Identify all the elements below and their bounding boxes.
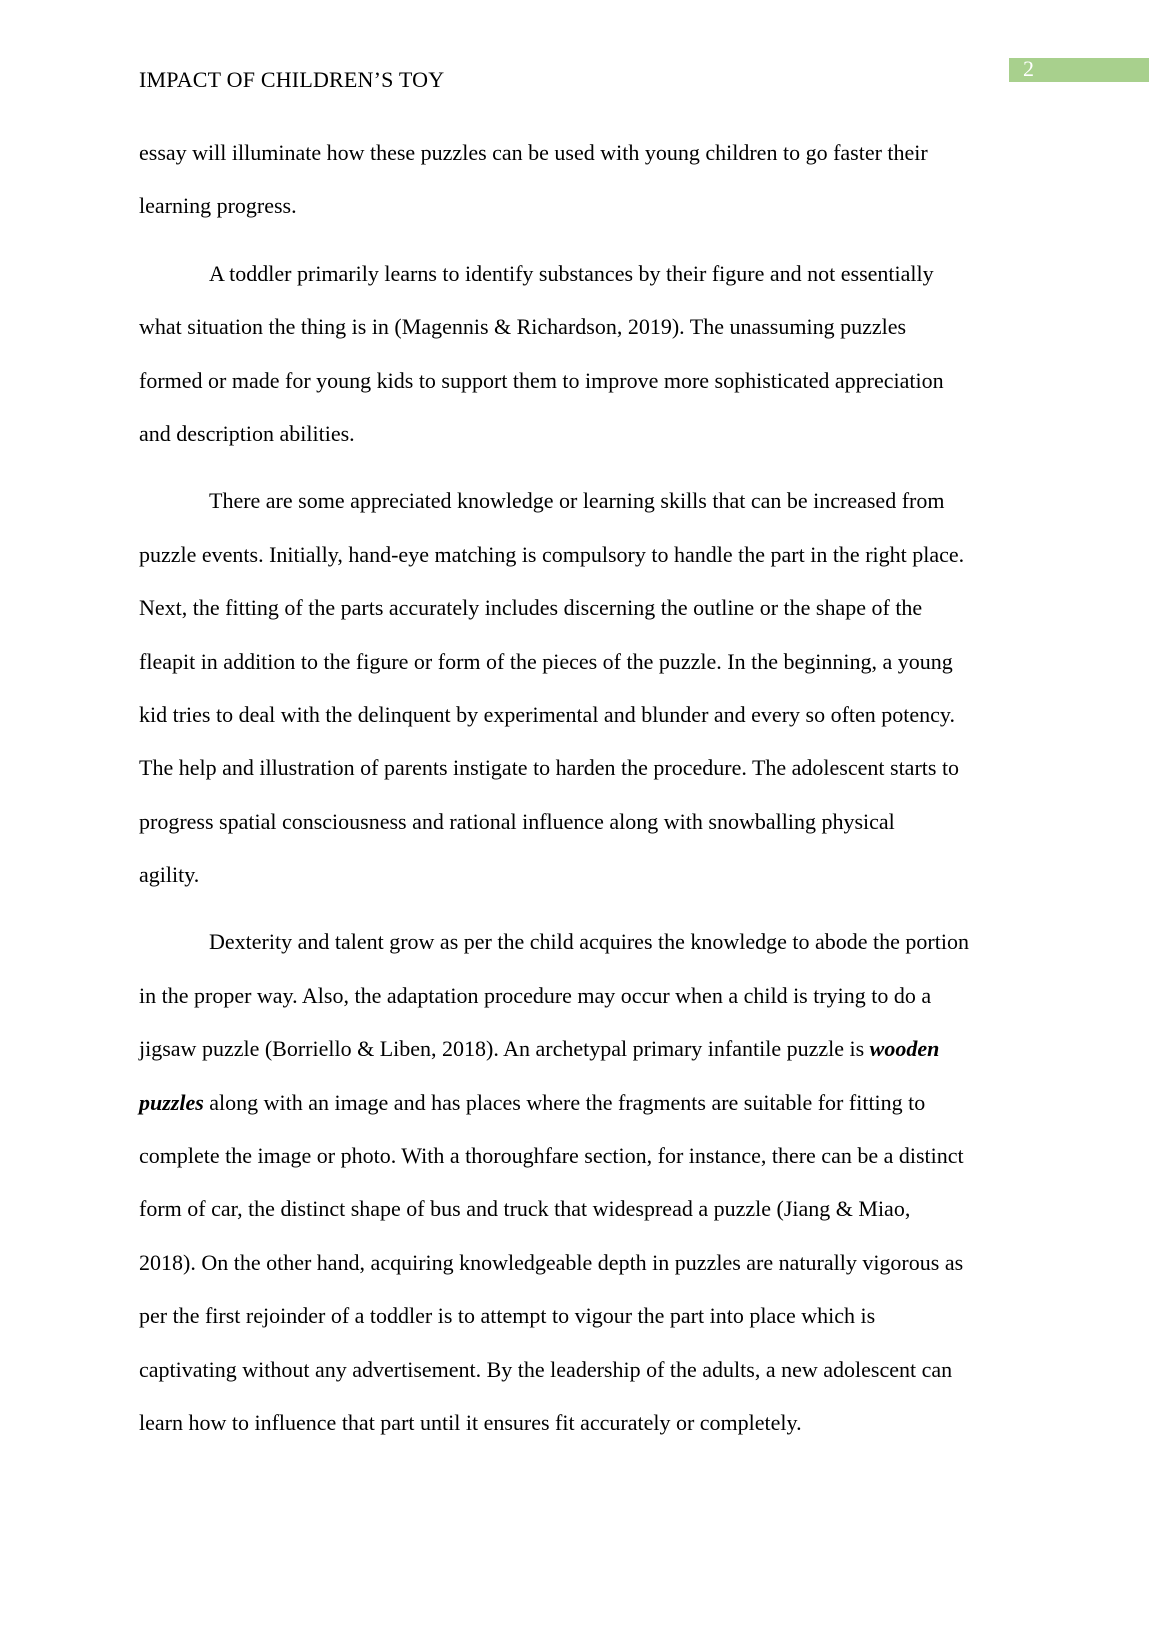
- page-number-badge: [1009, 58, 1149, 82]
- emphasized-term: puzzles: [139, 1089, 204, 1115]
- text-line: Next, the fitting of the parts accurately includes discerning the outline or the shape of the: [139, 595, 923, 621]
- text-line: agility.: [139, 862, 200, 888]
- text-line: essay will illuminate how these puzzles can be used with young children to go faster their: [139, 140, 928, 165]
- text-line: formed or made for young kids to support them to improve more sophisticated appreciation: [139, 367, 944, 393]
- text-run: along with an image and has places where the fragments are suitable for fitting to: [203, 1089, 926, 1115]
- text-line: [139, 1076, 1019, 1129]
- text-line: in the proper way. Also, the adaptation procedure may occur when a child is trying to do a: [139, 982, 932, 1008]
- text-line: progress spatial consciousness and rational influence along with snowballing physical: [139, 808, 895, 834]
- text-line: 2018). On the other hand, acquiring knowledgeable depth in puzzles are naturally vigorous as: [139, 1249, 964, 1275]
- text-line: The help and illustration of parents instigate to harden the procedure. The adolescent starts to: [139, 755, 960, 781]
- text-line: per the first rejoinder of a toddler is to attempt to vigour the part into place which is: [139, 1303, 876, 1329]
- text-line: kid tries to deal with the delinquent by experimental and blunder and every so often potency.: [139, 701, 955, 727]
- text-line: There are some appreciated knowledge or learning skills that can be increased from: [209, 488, 945, 514]
- text-line: what situation the thing is in (Magennis & Richardson, 2019). The unassuming puzzles: [139, 314, 907, 340]
- text-line: captivating without any advertisement. By the leadership of the adults, a new adolescent can: [139, 1356, 953, 1382]
- text-run: jigsaw puzzle (Borriello & Liben, 2018). An archetypal primary infantile puzzle is: [139, 1036, 870, 1062]
- text-line: complete the image or photo. With a thoroughfare section, for instance, there can be a distinct: [139, 1143, 964, 1169]
- text-line: and description abilities.: [139, 420, 355, 446]
- text-line: learning progress.: [139, 193, 297, 219]
- text-line: A toddler primarily learns to identify substances by their figure and not essentially: [209, 260, 934, 286]
- paragraph: [139, 474, 1019, 901]
- paragraph: [139, 126, 1019, 233]
- text-line: form of car, the distinct shape of bus and truck that widespread a puzzle (Jiang & Miao,: [139, 1196, 911, 1222]
- text-line: learn how to influence that part until it ensures fit accurately or completely.: [139, 1409, 802, 1435]
- text-line: [139, 1022, 1019, 1075]
- body-text: [139, 126, 1019, 1463]
- text-line: fleapit in addition to the figure or form of the pieces of the puzzle. In the beginning, a young: [139, 648, 953, 674]
- paragraph: [139, 915, 1019, 1449]
- emphasized-term: wooden: [869, 1036, 940, 1062]
- text-line: puzzle events. Initially, hand-eye matching is compulsory to handle the part in the right place.: [139, 541, 965, 567]
- paragraph: [139, 247, 1019, 461]
- running-head: IMPACT OF CHILDREN’S TOY: [139, 67, 445, 92]
- text-line: Dexterity and talent grow as per the child acquires the knowledge to abode the portion: [209, 929, 969, 955]
- page-number: 2: [1023, 56, 1034, 81]
